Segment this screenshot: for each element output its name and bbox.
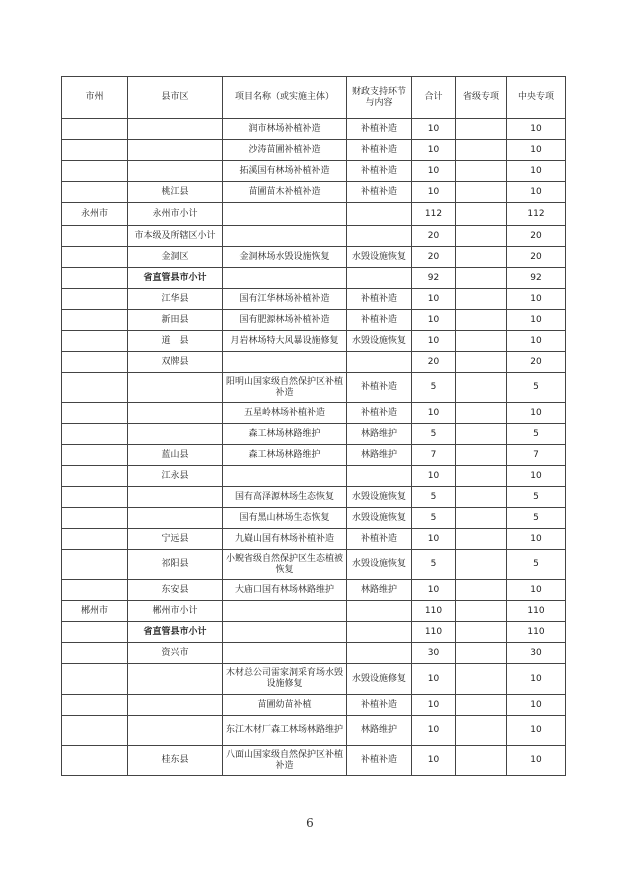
cell-central: 10 (507, 664, 566, 695)
cell-project: 润市林场补植补造 (223, 119, 347, 140)
cell-stage (347, 203, 412, 226)
cell-stage (347, 268, 412, 289)
table-row (62, 664, 566, 695)
cell-county: 道 县 (128, 331, 223, 352)
cell-county (128, 508, 223, 529)
cell-provincial (456, 403, 507, 424)
cell-total: 10 (412, 664, 456, 695)
cell-total: 10 (412, 161, 456, 182)
cell-total: 20 (412, 226, 456, 247)
cell-project: 大庙口国有林场林路维护 (223, 580, 347, 601)
table-row (62, 268, 566, 289)
cell-city (62, 119, 128, 140)
cell-county: 蓝山县 (128, 445, 223, 466)
page-number: 6 (306, 816, 314, 830)
table-row (62, 140, 566, 161)
cell-county: 桃江县 (128, 182, 223, 203)
table-row (62, 716, 566, 746)
funding-table (61, 76, 566, 776)
cell-city (62, 529, 128, 550)
table-row (62, 331, 566, 352)
cell-city: 郴州市 (62, 601, 128, 622)
cell-city (62, 746, 128, 776)
cell-city (62, 716, 128, 746)
table-row (62, 352, 566, 373)
cell-county (128, 373, 223, 403)
cell-stage: 林路维护 (347, 716, 412, 746)
cell-city (62, 140, 128, 161)
cell-project: 拓溪国有林场补植补造 (223, 161, 347, 182)
cell-stage: 水毁设施恢复 (347, 508, 412, 529)
table-row (62, 182, 566, 203)
cell-central: 10 (507, 310, 566, 331)
cell-city (62, 424, 128, 445)
cell-city (62, 182, 128, 203)
cell-city (62, 445, 128, 466)
cell-central: 10 (507, 119, 566, 140)
cell-central: 5 (507, 373, 566, 403)
cell-total: 10 (412, 119, 456, 140)
cell-project (223, 226, 347, 247)
cell-total: 10 (412, 716, 456, 746)
cell-project: 森工林场林路维护 (223, 424, 347, 445)
cell-provincial (456, 226, 507, 247)
cell-stage: 补植补造 (347, 529, 412, 550)
cell-central: 10 (507, 746, 566, 776)
cell-provincial (456, 466, 507, 487)
cell-project: 九嶷山国有林场补植补造 (223, 529, 347, 550)
cell-provincial (456, 445, 507, 466)
cell-total: 10 (412, 140, 456, 161)
cell-total: 5 (412, 424, 456, 445)
cell-central: 10 (507, 331, 566, 352)
header-city: 市州 (62, 77, 128, 119)
cell-central: 5 (507, 508, 566, 529)
cell-stage: 林路维护 (347, 580, 412, 601)
cell-provincial (456, 352, 507, 373)
cell-total: 10 (412, 289, 456, 310)
header-county: 县市区 (128, 77, 223, 119)
cell-project: 金洞林场水毁设施恢复 (223, 247, 347, 268)
cell-provincial (456, 601, 507, 622)
cell-project (223, 466, 347, 487)
cell-project: 阳明山国家级自然保护区补植补造 (223, 373, 347, 403)
cell-city (62, 226, 128, 247)
cell-county: 江华县 (128, 289, 223, 310)
table-row (62, 508, 566, 529)
cell-provincial (456, 695, 507, 716)
cell-provincial (456, 716, 507, 746)
cell-provincial (456, 140, 507, 161)
table-row (62, 310, 566, 331)
cell-project (223, 203, 347, 226)
cell-total: 10 (412, 529, 456, 550)
cell-central: 110 (507, 622, 566, 643)
cell-central: 10 (507, 695, 566, 716)
cell-county (128, 140, 223, 161)
table-row (62, 373, 566, 403)
cell-central: 20 (507, 247, 566, 268)
cell-stage: 补植补造 (347, 403, 412, 424)
cell-central: 20 (507, 226, 566, 247)
table-row (62, 487, 566, 508)
cell-county (128, 403, 223, 424)
cell-total: 10 (412, 466, 456, 487)
cell-stage: 补植补造 (347, 310, 412, 331)
table-row (62, 529, 566, 550)
cell-provincial (456, 289, 507, 310)
cell-project (223, 601, 347, 622)
cell-stage: 水毁设施修复 (347, 664, 412, 695)
cell-stage: 水毁设施恢复 (347, 550, 412, 580)
cell-provincial (456, 331, 507, 352)
cell-city (62, 643, 128, 664)
cell-city (62, 466, 128, 487)
cell-city (62, 331, 128, 352)
cell-stage: 水毁设施恢复 (347, 331, 412, 352)
cell-central: 20 (507, 352, 566, 373)
cell-central: 110 (507, 601, 566, 622)
cell-total: 7 (412, 445, 456, 466)
cell-stage (347, 226, 412, 247)
cell-city (62, 247, 128, 268)
cell-county (128, 487, 223, 508)
cell-project: 沙涛苗圃补植补造 (223, 140, 347, 161)
cell-city: 永州市 (62, 203, 128, 226)
table-row (62, 247, 566, 268)
cell-stage (347, 643, 412, 664)
cell-city (62, 403, 128, 424)
cell-city (62, 487, 128, 508)
cell-central: 92 (507, 268, 566, 289)
cell-project: 国有肥源林场补植补造 (223, 310, 347, 331)
cell-county (128, 119, 223, 140)
cell-total: 20 (412, 247, 456, 268)
cell-county: 郴州市小计 (128, 601, 223, 622)
cell-total: 10 (412, 746, 456, 776)
table-row (62, 403, 566, 424)
cell-central: 5 (507, 424, 566, 445)
cell-total: 10 (412, 310, 456, 331)
cell-central: 10 (507, 580, 566, 601)
cell-total: 10 (412, 580, 456, 601)
header-stage: 财政支持环节与内容 (347, 77, 412, 119)
cell-county: 资兴市 (128, 643, 223, 664)
cell-total: 20 (412, 352, 456, 373)
cell-stage (347, 601, 412, 622)
cell-city (62, 161, 128, 182)
table-row (62, 424, 566, 445)
cell-county: 市本级及所辖区小计 (128, 226, 223, 247)
cell-provincial (456, 580, 507, 601)
cell-total: 5 (412, 373, 456, 403)
cell-central: 10 (507, 182, 566, 203)
cell-provincial (456, 622, 507, 643)
table-row (62, 203, 566, 226)
cell-provincial (456, 529, 507, 550)
cell-provincial (456, 424, 507, 445)
cell-total: 5 (412, 487, 456, 508)
cell-project: 苗圃幼苗补植 (223, 695, 347, 716)
cell-stage (347, 352, 412, 373)
cell-county (128, 716, 223, 746)
cell-county (128, 695, 223, 716)
cell-county: 双牌县 (128, 352, 223, 373)
cell-project: 国有高泽源林场生态恢复 (223, 487, 347, 508)
cell-provincial (456, 161, 507, 182)
cell-central: 5 (507, 550, 566, 580)
cell-provincial (456, 508, 507, 529)
cell-provincial (456, 203, 507, 226)
cell-city (62, 352, 128, 373)
table-row (62, 580, 566, 601)
cell-county: 省直管县市小计 (128, 622, 223, 643)
cell-stage: 补植补造 (347, 161, 412, 182)
cell-county: 金洞区 (128, 247, 223, 268)
table-row (62, 746, 566, 776)
cell-provincial (456, 310, 507, 331)
cell-county: 江永县 (128, 466, 223, 487)
cell-county (128, 664, 223, 695)
table-row (62, 289, 566, 310)
cell-central: 10 (507, 161, 566, 182)
cell-provincial (456, 268, 507, 289)
cell-county: 东安县 (128, 580, 223, 601)
table-row (62, 226, 566, 247)
table-row (62, 445, 566, 466)
cell-total: 10 (412, 182, 456, 203)
table-row (62, 466, 566, 487)
cell-project: 国有江华林场补植补造 (223, 289, 347, 310)
cell-stage: 林路维护 (347, 424, 412, 445)
header-central: 中央专项 (507, 77, 566, 119)
cell-city (62, 622, 128, 643)
table-row (62, 119, 566, 140)
cell-total: 5 (412, 508, 456, 529)
cell-provincial (456, 119, 507, 140)
cell-stage: 林路维护 (347, 445, 412, 466)
table-body (62, 119, 566, 776)
cell-provincial (456, 182, 507, 203)
cell-provincial (456, 247, 507, 268)
cell-central: 5 (507, 487, 566, 508)
header-provincial: 省级专项 (456, 77, 507, 119)
cell-city (62, 310, 128, 331)
cell-project: 东江木材厂森工林场林路维护 (223, 716, 347, 746)
cell-stage: 补植补造 (347, 182, 412, 203)
cell-central: 10 (507, 403, 566, 424)
cell-city (62, 695, 128, 716)
cell-central: 10 (507, 529, 566, 550)
cell-provincial (456, 746, 507, 776)
cell-total: 92 (412, 268, 456, 289)
cell-city (62, 550, 128, 580)
cell-county: 新田县 (128, 310, 223, 331)
cell-city (62, 664, 128, 695)
cell-central: 10 (507, 140, 566, 161)
cell-total: 110 (412, 622, 456, 643)
cell-provincial (456, 487, 507, 508)
cell-project: 小鲵省级自然保护区生态植被恢复 (223, 550, 347, 580)
cell-project (223, 622, 347, 643)
cell-provincial (456, 643, 507, 664)
cell-county (128, 161, 223, 182)
table-row (62, 550, 566, 580)
cell-total: 30 (412, 643, 456, 664)
cell-total: 10 (412, 695, 456, 716)
cell-stage: 水毁设施恢复 (347, 487, 412, 508)
table-row (62, 695, 566, 716)
table-row (62, 161, 566, 182)
cell-project: 月岩林场特大风暴设施修复 (223, 331, 347, 352)
cell-central: 10 (507, 466, 566, 487)
cell-total: 10 (412, 331, 456, 352)
cell-county: 桂东县 (128, 746, 223, 776)
cell-project: 五星岭林场补植补造 (223, 403, 347, 424)
header-total: 合计 (412, 77, 456, 119)
cell-provincial (456, 373, 507, 403)
cell-stage (347, 466, 412, 487)
cell-total: 5 (412, 550, 456, 580)
cell-city (62, 289, 128, 310)
cell-project: 八面山国家级自然保护区补植补造 (223, 746, 347, 776)
cell-project (223, 643, 347, 664)
cell-stage (347, 622, 412, 643)
cell-city (62, 268, 128, 289)
cell-project: 森工林场林路维护 (223, 445, 347, 466)
cell-stage: 补植补造 (347, 119, 412, 140)
cell-project: 苗圃苗木补植补造 (223, 182, 347, 203)
cell-project (223, 352, 347, 373)
table-row (62, 643, 566, 664)
cell-stage: 补植补造 (347, 746, 412, 776)
cell-central: 30 (507, 643, 566, 664)
cell-county: 永州市小计 (128, 203, 223, 226)
cell-county: 宁远县 (128, 529, 223, 550)
cell-stage: 补植补造 (347, 140, 412, 161)
cell-central: 112 (507, 203, 566, 226)
table-row (62, 601, 566, 622)
cell-project: 国有黑山林场生态恢复 (223, 508, 347, 529)
cell-stage: 补植补造 (347, 695, 412, 716)
cell-city (62, 508, 128, 529)
cell-city (62, 373, 128, 403)
cell-county: 祁阳县 (128, 550, 223, 580)
header-project: 项目名称（或实施主体） (223, 77, 347, 119)
table-row (62, 622, 566, 643)
cell-stage: 补植补造 (347, 373, 412, 403)
table-header-row (62, 77, 566, 119)
cell-stage: 水毁设施恢复 (347, 247, 412, 268)
cell-stage: 补植补造 (347, 289, 412, 310)
cell-central: 10 (507, 716, 566, 746)
cell-total: 110 (412, 601, 456, 622)
cell-total: 10 (412, 403, 456, 424)
cell-project: 木材总公司雷家洞采育场水毁设施修复 (223, 664, 347, 695)
cell-city (62, 580, 128, 601)
cell-central: 7 (507, 445, 566, 466)
cell-county: 省直管县市小计 (128, 268, 223, 289)
cell-county (128, 424, 223, 445)
cell-total: 112 (412, 203, 456, 226)
cell-central: 10 (507, 289, 566, 310)
cell-project (223, 268, 347, 289)
cell-provincial (456, 664, 507, 695)
cell-provincial (456, 550, 507, 580)
